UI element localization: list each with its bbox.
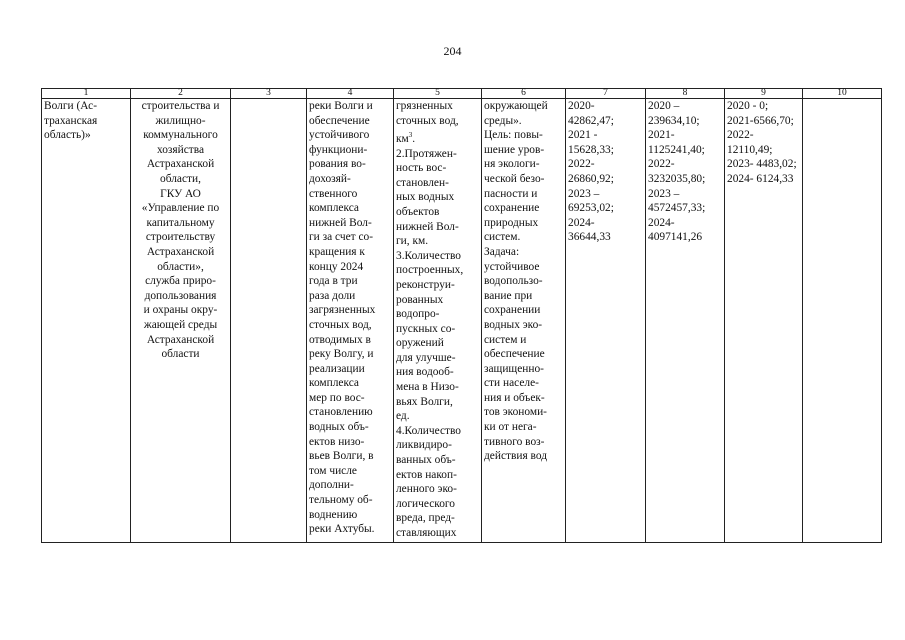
column-header: 10: [803, 89, 882, 99]
column-header: 7: [566, 89, 646, 99]
table-cell-funding-other: 2020 - 0; 2021-6566,70; 2022- 12110,49; 2023- 4483,02; 2024- 6124,33: [725, 99, 803, 543]
column-header: 5: [394, 89, 482, 99]
column-header: 8: [646, 89, 725, 99]
indicators-text-part: грязненных сточных вод, км: [396, 100, 459, 145]
header-row: [42, 89, 882, 99]
table-row: [42, 99, 882, 543]
column-header: 2: [131, 89, 231, 99]
table-cell-indicators: [394, 99, 482, 543]
column-header: 4: [307, 89, 394, 99]
table-cell-executors: строительства и жилищно- коммунального хозяйства Астраханской области, ГКУ АО «Управление по капитальному строительству Астраханской области», служба приро- допользования и охраны окру- жающей среды Астраханской области: [131, 99, 231, 543]
superscript: 3: [408, 131, 413, 140]
column-header: 1: [42, 89, 131, 99]
table-cell-funding-regional: 2020 – 239634,10; 2021- 1125241,40; 2022- 3232035,80; 2023 – 4572457,33; 2024- 4097141,26: [646, 99, 725, 543]
table-cell-region: Волги (Ас- траханская область)»: [42, 99, 131, 543]
table-cell-program-goal: окружающей среды». Цель: повы- шение уров- ня экологи- ческой безо- пасности и сохранение природных систем. Задача: устойчивое водопользо- вание при сохранении водных эко- систем и обеспечение защищенно- сти населе- ния и объек- тов экономи- ки от нега- тивного воз- действия вод: [482, 99, 566, 543]
column-header: 6: [482, 89, 566, 99]
indicators-text-part: . 2.Протяжен- ность вос- становлен- ных водных объектов нижней Вол- ги, км. 3.Количество построенных, реконструи- рованных водопро- пускных со- оружений для улучше- ния водооб- мена в Низо- вьях Волги, ед. 4.Количество ликвидиро- ванных объ- ектов накоп- ленного эко- логического вреда, пред- ставляющих: [396, 132, 464, 540]
page-number: 204: [443, 44, 462, 58]
data-table: [41, 88, 882, 543]
table-cell-empty: [231, 99, 307, 543]
table-cell-funding-federal: 2020- 42862,47; 2021 - 15628,33; 2022- 26860,92; 2023 – 69253,02; 2024- 36644,33: [566, 99, 646, 543]
table-cell-empty: [803, 99, 882, 543]
column-header: 9: [725, 89, 803, 99]
column-header: 3: [231, 89, 307, 99]
table-cell-goal: реки Волги и обеспечение устойчивого функциони- рования во- дохозяй- ственного комплекса нижней Вол- ги за счет со- кращения к концу 2024 года в три раза доли загрязненных сточных вод, отводимых в реку Волгу, и реализации комплекса мер по вос- становлению водных объ- ектов низо- вьев Волги, в том числе дополни- тельному об- воднению реки Ахтубы.: [307, 99, 394, 543]
